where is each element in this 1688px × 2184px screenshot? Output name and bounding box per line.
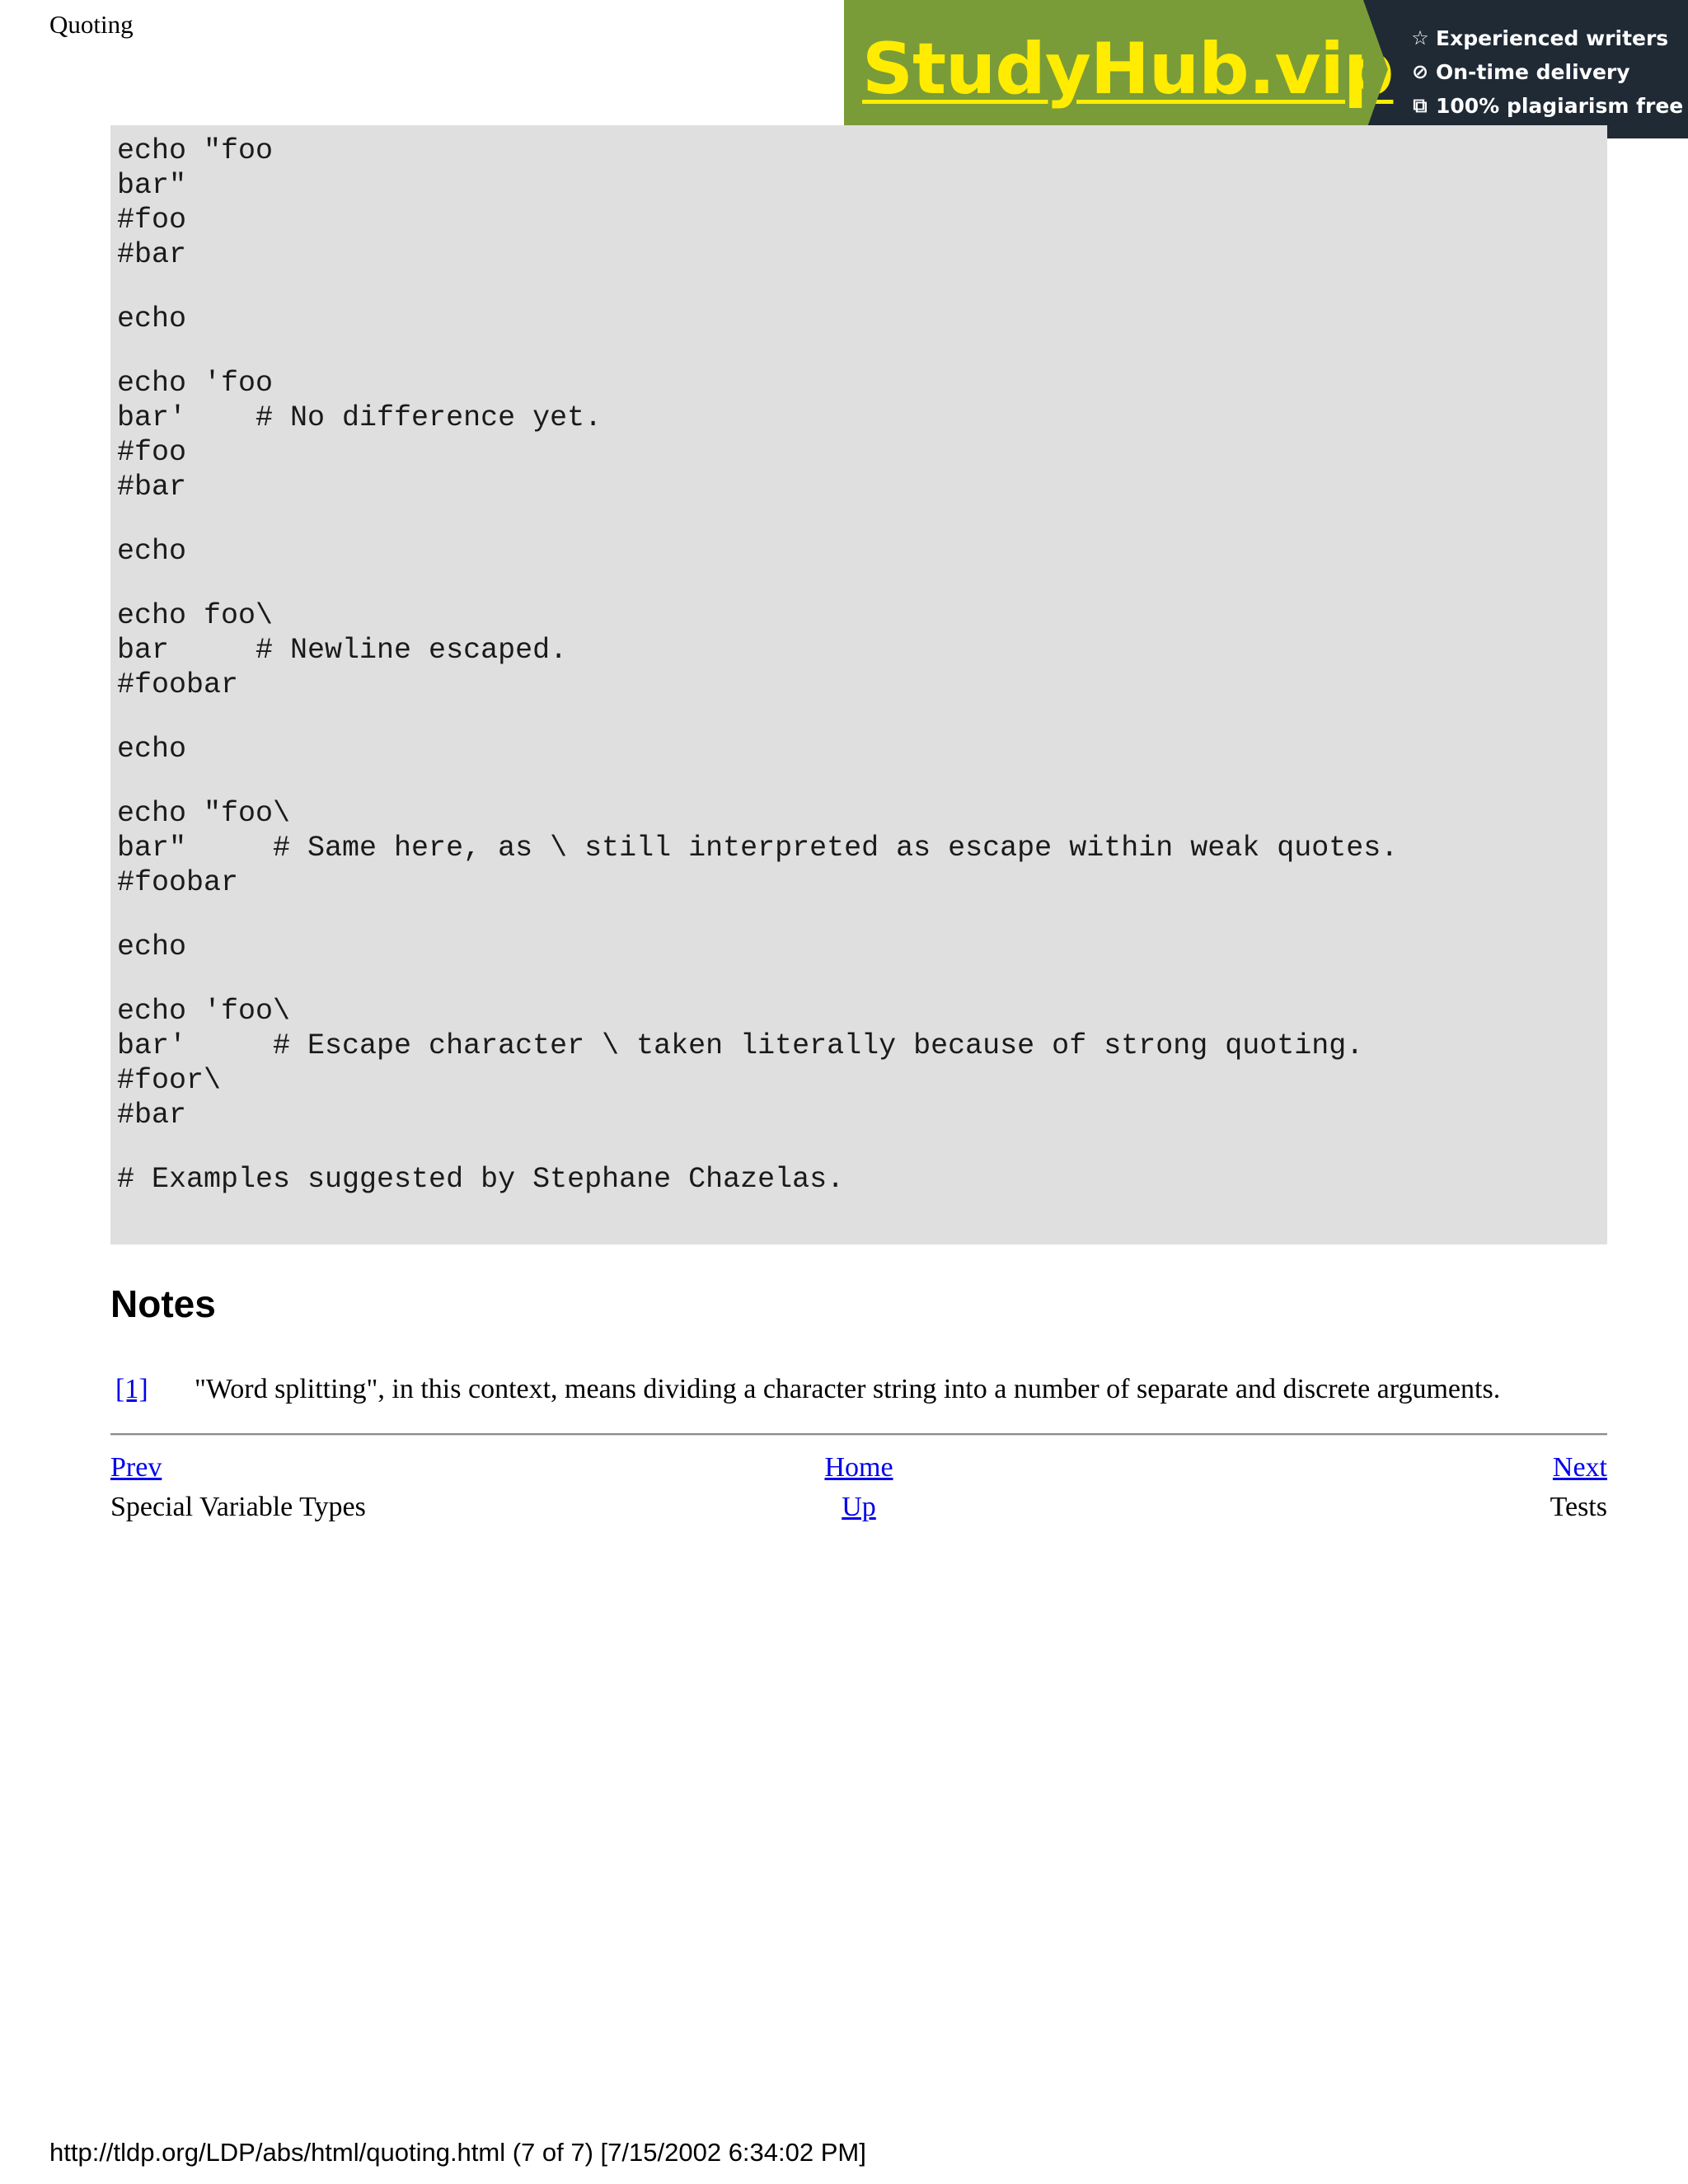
- page-url-footer: http://tldp.org/LDP/abs/html/quoting.html (7 of 7) [7/15/2002 6:34:02 PM]: [49, 2138, 866, 2167]
- banner-feature-label: 100% plagiarism free: [1436, 94, 1684, 118]
- banner-feature-label: Experienced writers: [1436, 26, 1669, 50]
- home-link[interactable]: Home: [824, 1452, 893, 1483]
- footer-divider: [110, 1433, 1607, 1436]
- banner-notch: [1363, 0, 1388, 138]
- code-snippet-3: echo 'foo bar' # No difference yet. #foo #bar: [117, 367, 603, 504]
- studyhub-ad-banner[interactable]: [844, 0, 1688, 138]
- code-snippet-1: echo "foo bar" #foo #bar: [117, 134, 274, 271]
- clock-icon: ⊘: [1411, 60, 1429, 83]
- prev-title: Special Variable Types: [110, 1492, 366, 1522]
- code-example-block: [110, 125, 1607, 1244]
- footnote-text: "Word splitting", in this context, means dividing a character string into a number of separate and discrete arguments.: [195, 1374, 1501, 1404]
- code-snippet-9: echo 'foo\ bar' # Escape character \ taken literally because of strong quoting. #foor\ #bar: [117, 995, 1364, 1132]
- code-snippet-4: echo: [117, 535, 187, 568]
- code-snippet-5: echo foo\ bar # Newline escaped. #foobar: [117, 599, 568, 701]
- studyhub-logo[interactable]: StudyHub.vip: [862, 28, 1394, 110]
- next-link[interactable]: Next: [1552, 1452, 1607, 1483]
- star-icon: ☆: [1411, 26, 1429, 49]
- page-title: Quoting: [49, 10, 134, 39]
- up-link[interactable]: Up: [842, 1492, 876, 1522]
- next-title: Tests: [1550, 1492, 1607, 1522]
- code-snippet-2: echo: [117, 302, 187, 335]
- footnote-ref-link[interactable]: [1]: [115, 1374, 148, 1404]
- banner-feature-label: On-time delivery: [1436, 60, 1630, 84]
- banner-feature-writers: [1409, 21, 1688, 55]
- code-snippet-8: echo: [117, 930, 187, 963]
- code-snippet-6: echo: [117, 733, 187, 766]
- footnote: [115, 1371, 1500, 1408]
- code-snippet-10: # Examples suggested by Stephane Chazelas.: [117, 1163, 845, 1196]
- prev-link[interactable]: Prev: [110, 1452, 162, 1483]
- code-snippet-7: echo "foo\ bar" # Same here, as \ still interpreted as escape within weak quotes. #foobar: [117, 797, 1399, 899]
- notes-heading: Notes: [110, 1282, 216, 1325]
- banner-features-panel: [1363, 0, 1688, 138]
- copy-icon: ⧉: [1413, 94, 1428, 117]
- banner-logo-panel[interactable]: [844, 0, 1394, 138]
- banner-feature-delivery: [1409, 55, 1688, 89]
- banner-feature-plagiarism: [1409, 89, 1688, 123]
